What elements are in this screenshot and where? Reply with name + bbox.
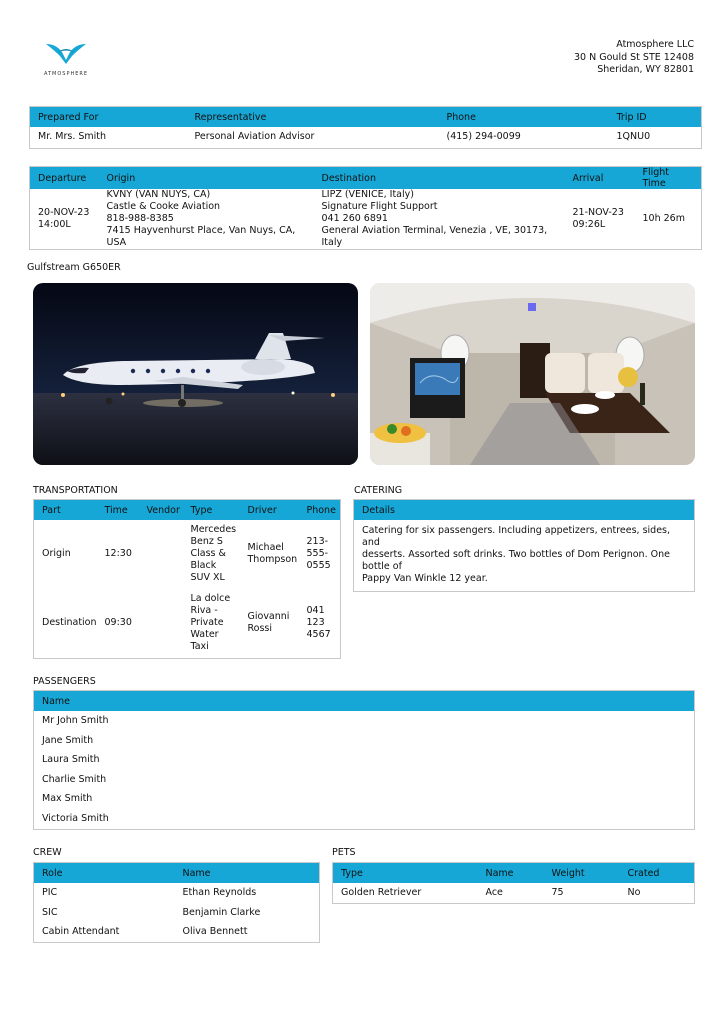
destination-address: General Aviation Terminal, Venezia , VE, 30173, Italy [321, 225, 548, 248]
phone-header: Phone [299, 500, 341, 521]
departure-cell [30, 189, 99, 250]
type-line: Taxi [190, 640, 209, 652]
origin-address: 7415 Hayvenhurst Place, Van Nuys, CA, USA [106, 225, 296, 248]
type-line: La dolce [190, 592, 231, 604]
table-row [34, 520, 341, 588]
flight-header-row [30, 167, 702, 190]
passenger-name: Laura Smith [42, 754, 100, 765]
transport-driver [240, 520, 299, 588]
pets-table [332, 862, 695, 904]
crew-name: Benjamin Clarke [182, 906, 261, 918]
time-header: Time [97, 500, 139, 521]
transport-driver [240, 588, 299, 658]
company-address-line1: 30 N Gould St STE 12408 [574, 51, 694, 63]
type-line: Benz S [190, 536, 223, 547]
logo-text: ATMOSPHERE [43, 71, 89, 77]
passenger-name-header: Name [34, 691, 695, 712]
representative-value: Personal Aviation Advisor [194, 131, 315, 143]
type-line: Water [190, 628, 219, 640]
arrival-cell [565, 189, 635, 250]
table-row [34, 588, 341, 658]
destination-fbo: Signature Flight Support [321, 201, 438, 212]
phone-line: 041 [306, 604, 325, 616]
passenger-name: Mr John Smith [42, 715, 109, 726]
crew-name-header: Name [175, 863, 320, 884]
departure-date: 20-NOV-23 [38, 207, 90, 218]
passenger-name: Victoria Smith [42, 812, 109, 824]
phone-line: 213- [306, 536, 329, 547]
trip-id-value: 1QNU0 [616, 131, 651, 143]
passengers-title: PASSENGERS [33, 676, 96, 687]
pet-crated: No [627, 886, 641, 898]
company-name: Atmosphere LLC [616, 39, 694, 50]
passenger-name: Jane Smith [42, 734, 94, 746]
pets-title: PETS [332, 847, 356, 858]
flight-row [30, 189, 702, 250]
table-row [34, 883, 320, 903]
trip-info-table [29, 106, 702, 149]
catering-line: desserts. Assorted soft drinks. Two bottles of Dom Perignon. One bottle of [362, 549, 670, 572]
type-line: Mercedes [190, 524, 237, 535]
table-row [34, 750, 695, 770]
catering-line: Pappy Van Winkle 12 year. [362, 573, 488, 584]
destination-header: Destination [314, 167, 565, 190]
phone-line: 0555 [306, 560, 331, 571]
transport-type [183, 520, 240, 588]
catering-title: CATERING [354, 485, 403, 496]
origin-phone: 818-988-8385 [106, 213, 174, 224]
transportation-table [33, 499, 341, 659]
trip-id-header: Trip ID [609, 107, 702, 128]
destination-airport: LIPZ (VENICE, Italy) [321, 189, 414, 200]
company-address-line2: Sheridan, WY 82801 [597, 64, 694, 75]
driver-line: Giovanni [247, 610, 290, 622]
table-row [333, 883, 695, 903]
table-row [34, 903, 320, 922]
destination-cell [314, 189, 565, 250]
passengers-table [33, 690, 695, 830]
table-row [34, 809, 695, 829]
passengers-header-row [34, 691, 695, 712]
details-header: Details [354, 500, 695, 521]
passenger-name: Max Smith [42, 793, 93, 804]
transport-time: 12:30 [104, 548, 132, 559]
phone-line: 4567 [306, 628, 331, 640]
type-line: Black [190, 560, 217, 571]
phone-line: 555- [306, 548, 329, 559]
transport-vendor [139, 520, 183, 588]
trip-info-row [30, 127, 702, 148]
table-row [34, 789, 695, 809]
pet-name-header: Name [478, 863, 544, 884]
departure-header: Departure [30, 167, 99, 190]
driver-line: Michael [247, 542, 284, 553]
catering-details [354, 520, 695, 592]
phone-line: 123 [306, 616, 325, 628]
aircraft-exterior-image [33, 283, 358, 465]
table-row [34, 711, 695, 731]
crew-title: CREW [33, 847, 62, 858]
prepared-for-value: Mr. Mrs. Smith [38, 131, 107, 143]
catering-table [353, 499, 695, 592]
crew-role: PIC [42, 887, 58, 898]
destination-phone: 041 260 6891 [321, 213, 388, 224]
origin-header: Origin [99, 167, 314, 190]
crew-role: SIC [42, 906, 58, 918]
type-line: SUV XL [190, 572, 225, 583]
company-address [574, 39, 694, 77]
pet-weight-header: Weight [544, 863, 620, 884]
origin-fbo: Castle & Cooke Aviation [106, 201, 221, 212]
trip-info-header-row [30, 107, 702, 128]
table-row [34, 770, 695, 789]
aircraft-interior-image [370, 283, 695, 465]
transport-phone [299, 520, 341, 588]
arrival-time: 09:26L [572, 219, 606, 230]
transportation-header-row [34, 500, 341, 521]
pets-header-row [333, 863, 695, 884]
representative-header: Representative [187, 107, 439, 128]
prepared-for-header: Prepared For [30, 107, 187, 128]
transport-type [183, 588, 240, 658]
part-header: Part [34, 500, 97, 521]
catering-header-row [354, 500, 695, 521]
transport-vendor [139, 588, 183, 658]
flight-time-value: 10h 26m [642, 213, 685, 224]
arrival-date: 21-NOV-23 [572, 207, 624, 218]
departure-time: 14:00L [38, 219, 71, 230]
arrival-header: Arrival [565, 167, 635, 190]
catering-row [354, 520, 695, 592]
vendor-header: Vendor [139, 500, 183, 521]
table-row [34, 922, 320, 942]
type-line: Riva - [190, 604, 218, 616]
phone-value: (415) 294-0099 [446, 131, 521, 143]
transport-part: Destination [42, 616, 97, 628]
catering-line: Catering for six passengers. Including appetizers, entrees, sides, and [362, 525, 671, 548]
pet-weight: 75 [551, 886, 564, 898]
pet-name: Ace [485, 886, 503, 898]
crew-table [33, 862, 320, 943]
pet-crated-header: Crated [620, 863, 695, 884]
table-row [34, 731, 695, 750]
role-header: Role [34, 863, 175, 884]
transportation-title: TRANSPORTATION [33, 485, 118, 496]
type-header: Type [183, 500, 240, 521]
driver-line: Rossi [247, 622, 273, 634]
atmosphere-wings-icon [44, 40, 88, 66]
pet-type-header: Type [333, 863, 478, 884]
transport-part: Origin [42, 548, 71, 559]
crew-name: Ethan Reynolds [182, 887, 257, 898]
type-line: Class & [190, 548, 226, 559]
crew-role: Cabin Attendant [42, 925, 120, 937]
passenger-name: Charlie Smith [42, 773, 107, 785]
crew-name: Oliva Bennett [182, 925, 248, 937]
transport-time: 09:30 [104, 616, 132, 628]
flight-table [29, 166, 702, 250]
driver-line: Thompson [247, 554, 298, 565]
transport-phone [299, 588, 341, 658]
crew-header-row [34, 863, 320, 884]
flight-time-header: Flight Time [635, 167, 702, 190]
aircraft-model: Gulfstream G650ER [27, 262, 121, 273]
phone-header: Phone [439, 107, 609, 128]
origin-cell [99, 189, 314, 250]
driver-header: Driver [240, 500, 299, 521]
origin-airport: KVNY (VAN NUYS, CA) [106, 189, 211, 200]
type-line: Private [190, 616, 224, 628]
company-logo [40, 40, 92, 76]
pet-type: Golden Retriever [341, 886, 422, 898]
